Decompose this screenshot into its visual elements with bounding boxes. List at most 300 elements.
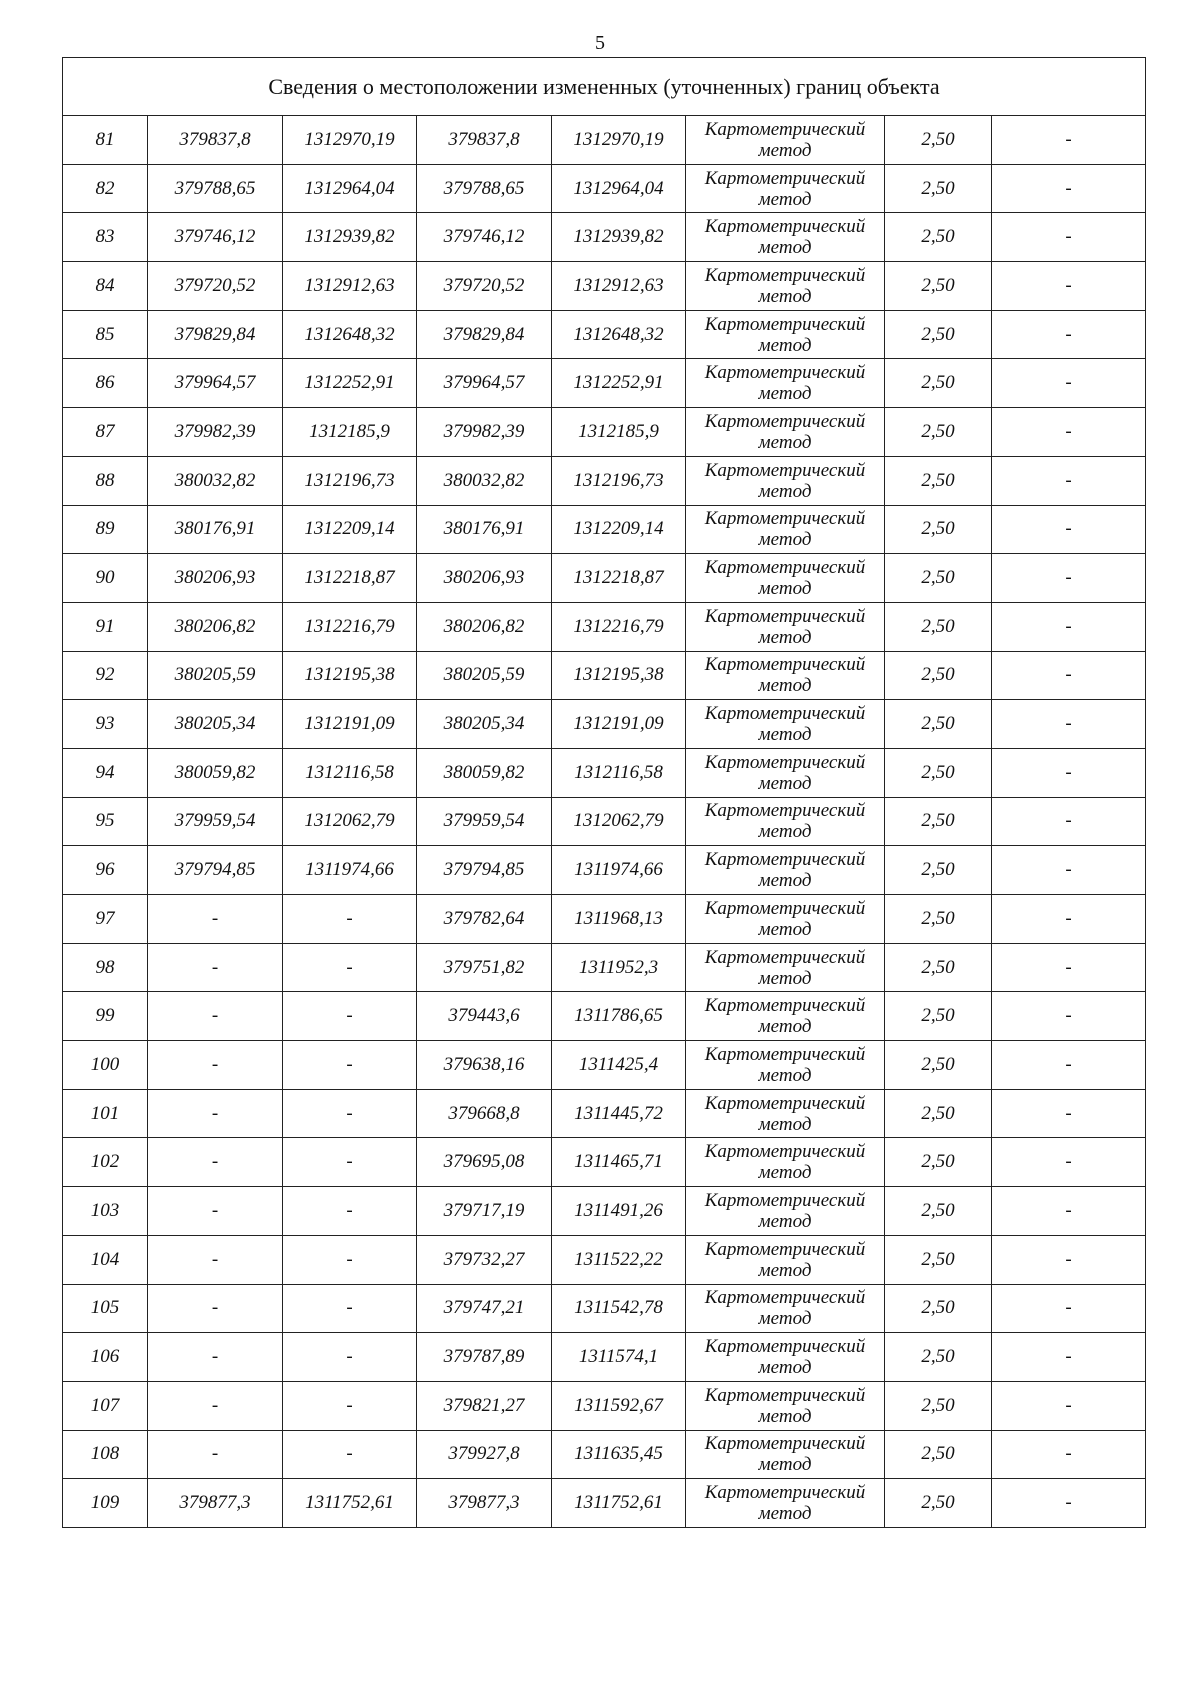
existing-y-cell: 1311752,61 bbox=[283, 1479, 417, 1528]
existing-y-cell: - bbox=[283, 1284, 417, 1333]
point-number-cell: 104 bbox=[63, 1235, 148, 1284]
refined-x-cell: 379794,85 bbox=[417, 846, 552, 895]
table-row bbox=[63, 1187, 1146, 1236]
note-cell: - bbox=[992, 505, 1146, 554]
accuracy-cell: 2,50 bbox=[885, 359, 992, 408]
existing-x-cell: - bbox=[148, 1381, 283, 1430]
method-cell bbox=[686, 408, 885, 457]
table-row bbox=[63, 554, 1146, 603]
method-cell bbox=[686, 1430, 885, 1479]
method-line-2: метод bbox=[758, 1210, 812, 1232]
accuracy-cell: 2,50 bbox=[885, 846, 992, 895]
method-cell bbox=[686, 992, 885, 1041]
refined-x-cell: 379443,6 bbox=[417, 992, 552, 1041]
note-cell: - bbox=[992, 700, 1146, 749]
refined-y-cell: 1312062,79 bbox=[552, 797, 686, 846]
existing-y-cell: 1312216,79 bbox=[283, 602, 417, 651]
point-number-cell: 94 bbox=[63, 748, 148, 797]
method-cell bbox=[686, 1187, 885, 1236]
existing-y-cell: 1312196,73 bbox=[283, 456, 417, 505]
existing-x-cell: 380206,93 bbox=[148, 554, 283, 603]
refined-y-cell: 1311445,72 bbox=[552, 1089, 686, 1138]
refined-x-cell: 379751,82 bbox=[417, 943, 552, 992]
point-number-cell: 108 bbox=[63, 1430, 148, 1479]
note-cell: - bbox=[992, 1333, 1146, 1382]
point-number-cell: 100 bbox=[63, 1041, 148, 1090]
accuracy-cell: 2,50 bbox=[885, 1235, 992, 1284]
refined-x-cell: 379982,39 bbox=[417, 408, 552, 457]
existing-y-cell: - bbox=[283, 1430, 417, 1479]
method-line-2: метод bbox=[758, 1113, 812, 1135]
existing-x-cell: - bbox=[148, 943, 283, 992]
method-cell bbox=[686, 1235, 885, 1284]
refined-x-cell: 380032,82 bbox=[417, 456, 552, 505]
point-number-cell: 92 bbox=[63, 651, 148, 700]
method-line-2: метод bbox=[758, 967, 812, 989]
existing-y-cell: 1312185,9 bbox=[283, 408, 417, 457]
refined-x-cell: 380206,82 bbox=[417, 602, 552, 651]
note-cell: - bbox=[992, 602, 1146, 651]
table-row bbox=[63, 1381, 1146, 1430]
method-cell bbox=[686, 651, 885, 700]
method-cell bbox=[686, 846, 885, 895]
note-cell: - bbox=[992, 1041, 1146, 1090]
note-cell: - bbox=[992, 213, 1146, 262]
table-row bbox=[63, 992, 1146, 1041]
accuracy-cell: 2,50 bbox=[885, 164, 992, 213]
table-row bbox=[63, 262, 1146, 311]
method-line-2: метод bbox=[758, 1454, 812, 1476]
table-row bbox=[63, 1138, 1146, 1187]
existing-x-cell: - bbox=[148, 1235, 283, 1284]
point-number-cell: 95 bbox=[63, 797, 148, 846]
refined-y-cell: 1312216,79 bbox=[552, 602, 686, 651]
table-row bbox=[63, 846, 1146, 895]
method-line-2: метод bbox=[758, 918, 812, 940]
method-line-2: метод bbox=[758, 626, 812, 648]
note-cell: - bbox=[992, 846, 1146, 895]
table-row bbox=[63, 1089, 1146, 1138]
method-cell bbox=[686, 797, 885, 846]
refined-y-cell: 1312191,09 bbox=[552, 700, 686, 749]
accuracy-cell: 2,50 bbox=[885, 651, 992, 700]
note-cell: - bbox=[992, 456, 1146, 505]
table-row bbox=[63, 505, 1146, 554]
method-line-1: Картометрический bbox=[704, 654, 866, 676]
refined-y-cell: 1312964,04 bbox=[552, 164, 686, 213]
method-line-1: Картометрический bbox=[704, 1092, 866, 1114]
note-cell: - bbox=[992, 116, 1146, 165]
accuracy-cell: 2,50 bbox=[885, 992, 992, 1041]
note-cell: - bbox=[992, 1138, 1146, 1187]
existing-x-cell: 379746,12 bbox=[148, 213, 283, 262]
existing-x-cell: 380176,91 bbox=[148, 505, 283, 554]
refined-y-cell: 1312218,87 bbox=[552, 554, 686, 603]
method-cell bbox=[686, 116, 885, 165]
accuracy-cell: 2,50 bbox=[885, 456, 992, 505]
method-line-1: Картометрический bbox=[704, 897, 866, 919]
table-row bbox=[63, 1284, 1146, 1333]
refined-x-cell: 379732,27 bbox=[417, 1235, 552, 1284]
note-cell: - bbox=[992, 797, 1146, 846]
method-line-1: Картометрический bbox=[704, 362, 866, 384]
refined-y-cell: 1312196,73 bbox=[552, 456, 686, 505]
table-row bbox=[63, 213, 1146, 262]
method-cell bbox=[686, 262, 885, 311]
existing-y-cell: - bbox=[283, 1089, 417, 1138]
accuracy-cell: 2,50 bbox=[885, 1284, 992, 1333]
method-line-1: Картометрический bbox=[704, 167, 866, 189]
method-line-2: метод bbox=[758, 578, 812, 600]
existing-x-cell: 379982,39 bbox=[148, 408, 283, 457]
existing-y-cell: - bbox=[283, 992, 417, 1041]
method-line-1: Картометрический bbox=[704, 313, 866, 335]
accuracy-cell: 2,50 bbox=[885, 213, 992, 262]
accuracy-cell: 2,50 bbox=[885, 262, 992, 311]
point-number-cell: 85 bbox=[63, 310, 148, 359]
existing-x-cell: 380205,59 bbox=[148, 651, 283, 700]
note-cell: - bbox=[992, 164, 1146, 213]
refined-x-cell: 380205,59 bbox=[417, 651, 552, 700]
refined-x-cell: 379837,8 bbox=[417, 116, 552, 165]
existing-y-cell: 1312252,91 bbox=[283, 359, 417, 408]
point-number-cell: 83 bbox=[63, 213, 148, 262]
method-cell bbox=[686, 748, 885, 797]
method-cell bbox=[686, 456, 885, 505]
existing-x-cell: - bbox=[148, 1041, 283, 1090]
point-number-cell: 93 bbox=[63, 700, 148, 749]
existing-x-cell: 380032,82 bbox=[148, 456, 283, 505]
existing-x-cell: 379788,65 bbox=[148, 164, 283, 213]
method-line-2: метод bbox=[758, 139, 812, 161]
method-line-1: Картометрический bbox=[704, 459, 866, 481]
point-number-cell: 109 bbox=[63, 1479, 148, 1528]
method-line-1: Картометрический bbox=[704, 605, 866, 627]
existing-y-cell: 1312912,63 bbox=[283, 262, 417, 311]
existing-x-cell: - bbox=[148, 1284, 283, 1333]
accuracy-cell: 2,50 bbox=[885, 310, 992, 359]
refined-x-cell: 379695,08 bbox=[417, 1138, 552, 1187]
point-number-cell: 107 bbox=[63, 1381, 148, 1430]
refined-y-cell: 1312252,91 bbox=[552, 359, 686, 408]
existing-y-cell: 1312964,04 bbox=[283, 164, 417, 213]
method-cell bbox=[686, 1333, 885, 1382]
note-cell: - bbox=[992, 1381, 1146, 1430]
method-line-1: Картометрический bbox=[704, 1141, 866, 1163]
existing-y-cell: 1312062,79 bbox=[283, 797, 417, 846]
refined-x-cell: 379720,52 bbox=[417, 262, 552, 311]
method-line-2: метод bbox=[758, 383, 812, 405]
table-row bbox=[63, 943, 1146, 992]
method-line-1: Картометрический bbox=[704, 1336, 866, 1358]
accuracy-cell: 2,50 bbox=[885, 408, 992, 457]
refined-x-cell: 380206,93 bbox=[417, 554, 552, 603]
refined-x-cell: 379787,89 bbox=[417, 1333, 552, 1382]
note-cell: - bbox=[992, 1430, 1146, 1479]
table-row bbox=[63, 408, 1146, 457]
method-line-1: Картометрический bbox=[704, 264, 866, 286]
table-row bbox=[63, 651, 1146, 700]
table-row bbox=[63, 164, 1146, 213]
method-cell bbox=[686, 700, 885, 749]
existing-x-cell: 379877,3 bbox=[148, 1479, 283, 1528]
table-row bbox=[63, 700, 1146, 749]
method-line-1: Картометрический bbox=[704, 216, 866, 238]
refined-y-cell: 1312912,63 bbox=[552, 262, 686, 311]
refined-y-cell: 1311635,45 bbox=[552, 1430, 686, 1479]
method-line-2: метод bbox=[758, 1162, 812, 1184]
note-cell: - bbox=[992, 554, 1146, 603]
existing-y-cell: 1312970,19 bbox=[283, 116, 417, 165]
table-caption: Сведения о местоположении измененных (уточненных) границ объекта bbox=[63, 58, 1146, 116]
point-number-cell: 87 bbox=[63, 408, 148, 457]
method-line-1: Картометрический bbox=[704, 118, 866, 140]
table-row bbox=[63, 359, 1146, 408]
point-number-cell: 101 bbox=[63, 1089, 148, 1138]
refined-x-cell: 379747,21 bbox=[417, 1284, 552, 1333]
accuracy-cell: 2,50 bbox=[885, 1479, 992, 1528]
note-cell: - bbox=[992, 408, 1146, 457]
refined-x-cell: 379782,64 bbox=[417, 895, 552, 944]
note-cell: - bbox=[992, 1089, 1146, 1138]
point-number-cell: 99 bbox=[63, 992, 148, 1041]
point-number-cell: 90 bbox=[63, 554, 148, 603]
refined-y-cell: 1312195,38 bbox=[552, 651, 686, 700]
refined-x-cell: 379829,84 bbox=[417, 310, 552, 359]
existing-x-cell: - bbox=[148, 1187, 283, 1236]
refined-y-cell: 1311542,78 bbox=[552, 1284, 686, 1333]
refined-y-cell: 1311425,4 bbox=[552, 1041, 686, 1090]
note-cell: - bbox=[992, 992, 1146, 1041]
method-line-2: метод bbox=[758, 821, 812, 843]
note-cell: - bbox=[992, 748, 1146, 797]
refined-x-cell: 379877,3 bbox=[417, 1479, 552, 1528]
method-line-1: Картометрический bbox=[704, 1384, 866, 1406]
accuracy-cell: 2,50 bbox=[885, 748, 992, 797]
existing-x-cell: 380059,82 bbox=[148, 748, 283, 797]
existing-y-cell: - bbox=[283, 1138, 417, 1187]
point-number-cell: 89 bbox=[63, 505, 148, 554]
method-line-2: метод bbox=[758, 431, 812, 453]
table-row bbox=[63, 895, 1146, 944]
method-cell bbox=[686, 943, 885, 992]
method-line-2: метод bbox=[758, 285, 812, 307]
point-number-cell: 91 bbox=[63, 602, 148, 651]
accuracy-cell: 2,50 bbox=[885, 1430, 992, 1479]
method-cell bbox=[686, 554, 885, 603]
method-line-2: метод bbox=[758, 529, 812, 551]
table-row bbox=[63, 1479, 1146, 1528]
existing-y-cell: 1312191,09 bbox=[283, 700, 417, 749]
existing-x-cell: - bbox=[148, 1430, 283, 1479]
note-cell: - bbox=[992, 651, 1146, 700]
table-row bbox=[63, 748, 1146, 797]
method-line-1: Картометрический bbox=[704, 800, 866, 822]
note-cell: - bbox=[992, 262, 1146, 311]
existing-y-cell: 1312648,32 bbox=[283, 310, 417, 359]
existing-x-cell: 379829,84 bbox=[148, 310, 283, 359]
method-line-1: Картометрический bbox=[704, 995, 866, 1017]
accuracy-cell: 2,50 bbox=[885, 1333, 992, 1382]
note-cell: - bbox=[992, 310, 1146, 359]
method-line-1: Картометрический bbox=[704, 946, 866, 968]
method-line-2: метод bbox=[758, 1016, 812, 1038]
existing-y-cell: - bbox=[283, 943, 417, 992]
method-cell bbox=[686, 213, 885, 262]
existing-x-cell: 379959,54 bbox=[148, 797, 283, 846]
method-line-2: метод bbox=[758, 1308, 812, 1330]
accuracy-cell: 2,50 bbox=[885, 116, 992, 165]
method-line-1: Картометрический bbox=[704, 508, 866, 530]
table-row bbox=[63, 116, 1146, 165]
method-line-1: Картометрический bbox=[704, 751, 866, 773]
method-cell bbox=[686, 1041, 885, 1090]
existing-y-cell: 1312939,82 bbox=[283, 213, 417, 262]
refined-y-cell: 1311786,65 bbox=[552, 992, 686, 1041]
note-cell: - bbox=[992, 1235, 1146, 1284]
existing-x-cell: 380206,82 bbox=[148, 602, 283, 651]
page-number: 5 bbox=[595, 32, 605, 54]
refined-x-cell: 379717,19 bbox=[417, 1187, 552, 1236]
refined-y-cell: 1311491,26 bbox=[552, 1187, 686, 1236]
table-row bbox=[63, 797, 1146, 846]
method-cell bbox=[686, 1284, 885, 1333]
refined-y-cell: 1312939,82 bbox=[552, 213, 686, 262]
refined-y-cell: 1312970,19 bbox=[552, 116, 686, 165]
note-cell: - bbox=[992, 1187, 1146, 1236]
point-number-cell: 103 bbox=[63, 1187, 148, 1236]
method-cell bbox=[686, 895, 885, 944]
refined-y-cell: 1311592,67 bbox=[552, 1381, 686, 1430]
point-number-cell: 106 bbox=[63, 1333, 148, 1382]
method-cell bbox=[686, 164, 885, 213]
table-row bbox=[63, 1333, 1146, 1382]
refined-x-cell: 379964,57 bbox=[417, 359, 552, 408]
method-line-2: метод bbox=[758, 724, 812, 746]
method-line-2: метод bbox=[758, 1503, 812, 1525]
existing-x-cell: 379720,52 bbox=[148, 262, 283, 311]
accuracy-cell: 2,50 bbox=[885, 797, 992, 846]
method-line-1: Картометрический bbox=[704, 557, 866, 579]
accuracy-cell: 2,50 bbox=[885, 1089, 992, 1138]
table-row bbox=[63, 310, 1146, 359]
method-line-2: метод bbox=[758, 480, 812, 502]
point-number-cell: 97 bbox=[63, 895, 148, 944]
refined-y-cell: 1311522,22 bbox=[552, 1235, 686, 1284]
method-line-1: Картометрический bbox=[704, 1238, 866, 1260]
refined-y-cell: 1312209,14 bbox=[552, 505, 686, 554]
table-row bbox=[63, 1041, 1146, 1090]
accuracy-cell: 2,50 bbox=[885, 1381, 992, 1430]
accuracy-cell: 2,50 bbox=[885, 602, 992, 651]
method-cell bbox=[686, 505, 885, 554]
refined-y-cell: 1311465,71 bbox=[552, 1138, 686, 1187]
existing-x-cell: - bbox=[148, 992, 283, 1041]
point-number-cell: 81 bbox=[63, 116, 148, 165]
refined-y-cell: 1312116,58 bbox=[552, 748, 686, 797]
existing-x-cell: 379837,8 bbox=[148, 116, 283, 165]
refined-y-cell: 1312185,9 bbox=[552, 408, 686, 457]
refined-x-cell: 380205,34 bbox=[417, 700, 552, 749]
accuracy-cell: 2,50 bbox=[885, 1041, 992, 1090]
method-line-1: Картометрический bbox=[704, 1189, 866, 1211]
existing-y-cell: - bbox=[283, 1333, 417, 1382]
accuracy-cell: 2,50 bbox=[885, 700, 992, 749]
existing-y-cell: - bbox=[283, 1187, 417, 1236]
method-cell bbox=[686, 602, 885, 651]
method-line-2: метод bbox=[758, 1064, 812, 1086]
point-number-cell: 98 bbox=[63, 943, 148, 992]
method-line-2: метод bbox=[758, 1405, 812, 1427]
refined-x-cell: 380176,91 bbox=[417, 505, 552, 554]
method-line-1: Картометрический bbox=[704, 703, 866, 725]
existing-y-cell: 1312209,14 bbox=[283, 505, 417, 554]
note-cell: - bbox=[992, 359, 1146, 408]
note-cell: - bbox=[992, 1479, 1146, 1528]
accuracy-cell: 2,50 bbox=[885, 943, 992, 992]
existing-y-cell: 1312116,58 bbox=[283, 748, 417, 797]
existing-x-cell: 379964,57 bbox=[148, 359, 283, 408]
method-cell bbox=[686, 1089, 885, 1138]
method-line-1: Картометрический bbox=[704, 1287, 866, 1309]
table-row bbox=[63, 1430, 1146, 1479]
refined-x-cell: 379821,27 bbox=[417, 1381, 552, 1430]
method-cell bbox=[686, 1479, 885, 1528]
existing-y-cell: - bbox=[283, 1041, 417, 1090]
method-line-1: Картометрический bbox=[704, 1482, 866, 1504]
table-row bbox=[63, 1235, 1146, 1284]
boundary-coordinates-table bbox=[62, 57, 1146, 1528]
method-line-2: метод bbox=[758, 334, 812, 356]
refined-y-cell: 1311968,13 bbox=[552, 895, 686, 944]
table-row bbox=[63, 602, 1146, 651]
existing-x-cell: 380205,34 bbox=[148, 700, 283, 749]
refined-y-cell: 1311574,1 bbox=[552, 1333, 686, 1382]
note-cell: - bbox=[992, 895, 1146, 944]
method-cell bbox=[686, 1138, 885, 1187]
method-line-2: метод bbox=[758, 1259, 812, 1281]
refined-x-cell: 379746,12 bbox=[417, 213, 552, 262]
refined-x-cell: 379788,65 bbox=[417, 164, 552, 213]
point-number-cell: 102 bbox=[63, 1138, 148, 1187]
existing-y-cell: - bbox=[283, 1235, 417, 1284]
accuracy-cell: 2,50 bbox=[885, 554, 992, 603]
existing-x-cell: - bbox=[148, 1089, 283, 1138]
point-number-cell: 82 bbox=[63, 164, 148, 213]
refined-x-cell: 380059,82 bbox=[417, 748, 552, 797]
method-line-2: метод bbox=[758, 237, 812, 259]
table-row bbox=[63, 456, 1146, 505]
existing-y-cell: - bbox=[283, 895, 417, 944]
note-cell: - bbox=[992, 1284, 1146, 1333]
accuracy-cell: 2,50 bbox=[885, 1187, 992, 1236]
refined-x-cell: 379638,16 bbox=[417, 1041, 552, 1090]
method-line-1: Картометрический bbox=[704, 410, 866, 432]
existing-x-cell: 379794,85 bbox=[148, 846, 283, 895]
existing-y-cell: 1311974,66 bbox=[283, 846, 417, 895]
method-line-1: Картометрический bbox=[704, 1433, 866, 1455]
existing-y-cell: - bbox=[283, 1381, 417, 1430]
method-cell bbox=[686, 1381, 885, 1430]
method-line-1: Картометрический bbox=[704, 849, 866, 871]
method-cell bbox=[686, 310, 885, 359]
point-number-cell: 96 bbox=[63, 846, 148, 895]
existing-x-cell: - bbox=[148, 1333, 283, 1382]
existing-y-cell: 1312218,87 bbox=[283, 554, 417, 603]
accuracy-cell: 2,50 bbox=[885, 505, 992, 554]
refined-y-cell: 1311952,3 bbox=[552, 943, 686, 992]
method-line-2: метод bbox=[758, 772, 812, 794]
